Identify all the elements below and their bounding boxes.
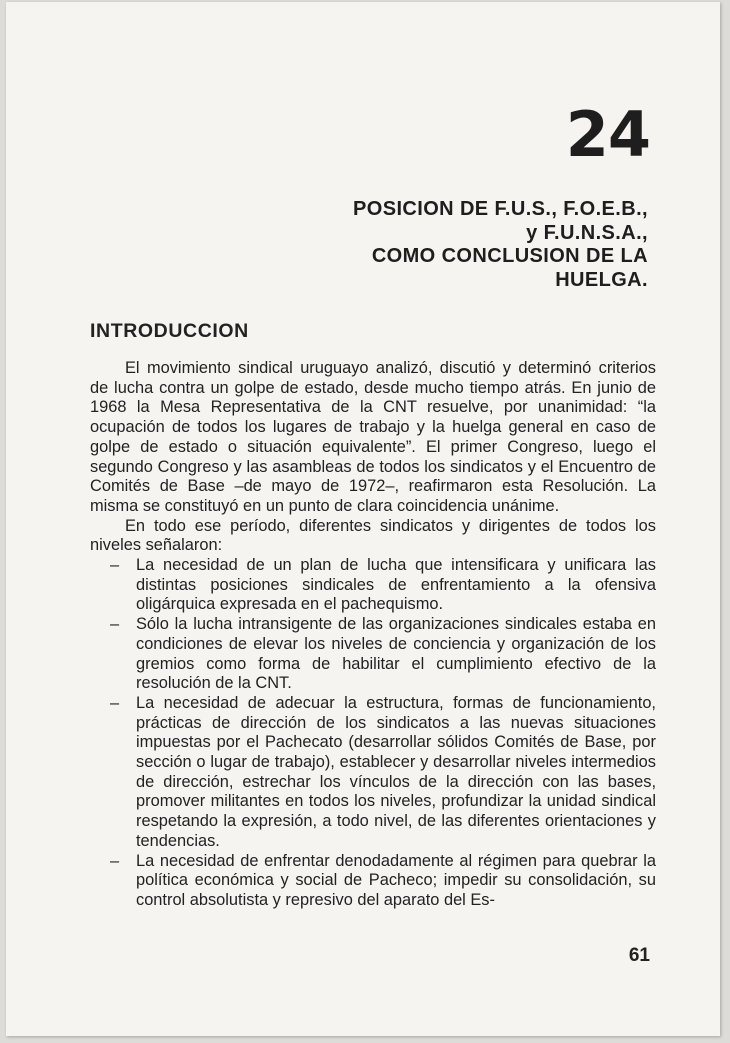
page-number: 61 [628,945,650,966]
chapter-number: 24 [565,98,650,171]
section-heading: INTRODUCCION [90,320,249,342]
book-page [6,2,720,1036]
chapter-title-line: HUELGA. [555,268,648,291]
paragraph: En todo ese período, diferentes sindicatos y dirigentes de todos los niveles señalaron: [90,516,656,555]
list-item-text: La necesidad de enfrentar denodadamente al régimen para quebrar la política económica y social de Pacheco; impedir su consolidación, su control absolutista y represivo del aparato del Es- [136,851,656,909]
bullet-dash: – [110,851,120,870]
paragraph: El movimiento sindical uruguayo analizó, discutió y determinó criterios de lucha contra un golpe de estado, desde mucho tiempo atrás. En junio de 1968 la Mesa Representativa de la CNT resuelve, por unanimidad: “la ocupación de todos los lugares de trabajo y la huelga general en caso de golpe de estado o situación equivalente”. El primer Congreso, luego el segundo Congreso y las asambleas de todos los sindicatos y el Encuentro de Comités de Base –de mayo de 1972–, reafirmaron esta Resolución. La misma se constituyó en un punto de clara coincidencia unánime. [90,359,656,515]
list-item-text: La necesidad de adecuar la estructura, formas de funcionamiento, prácticas de dirección de los sindicatos a las nuevas situaciones impuestas por el Pachecato (desarrollar sólidos Comités de Base, por sección o lugar de trabajo), establecer y desarrollar niveles intermedios de dirección, estrechar los vínculos de la dirección con las bases, promover militantes en todos los niveles, profundizar la unidad sindical respetando la expresión, a todo nivel, de las diferentes orientaciones y tendencias. [136,693,656,850]
bullet-dash: – [110,615,120,634]
chapter-title-line: POSICION DE F.U.S., F.O.E.B., [353,198,648,220]
list-item [90,615,656,694]
list-item-text: Sólo la lucha intransigente de las organizaciones sindicales estaba en condiciones de elevar los niveles de conciencia y organización de los gremios como forma de habilitar el cumplimiento efectivo de la resolución de la CNT. [136,615,656,693]
chapter-title [353,198,648,292]
list-item [90,852,656,911]
list-item [90,556,656,615]
body-text [90,359,656,911]
bullet-list [90,556,656,911]
list-item-text: La necesidad de un plan de lucha que intensificara y unificara las distintas posiciones sindicales de enfrentamiento a la ofensiva oligárquica expresada en el pachequismo. [136,556,656,614]
chapter-title-line: COMO CONCLUSION DE LA [371,245,648,267]
list-item [90,694,656,852]
bullet-dash: – [110,693,120,712]
chapter-title-line: y F.U.N.S.A., [526,221,648,244]
bullet-dash: – [110,556,120,575]
